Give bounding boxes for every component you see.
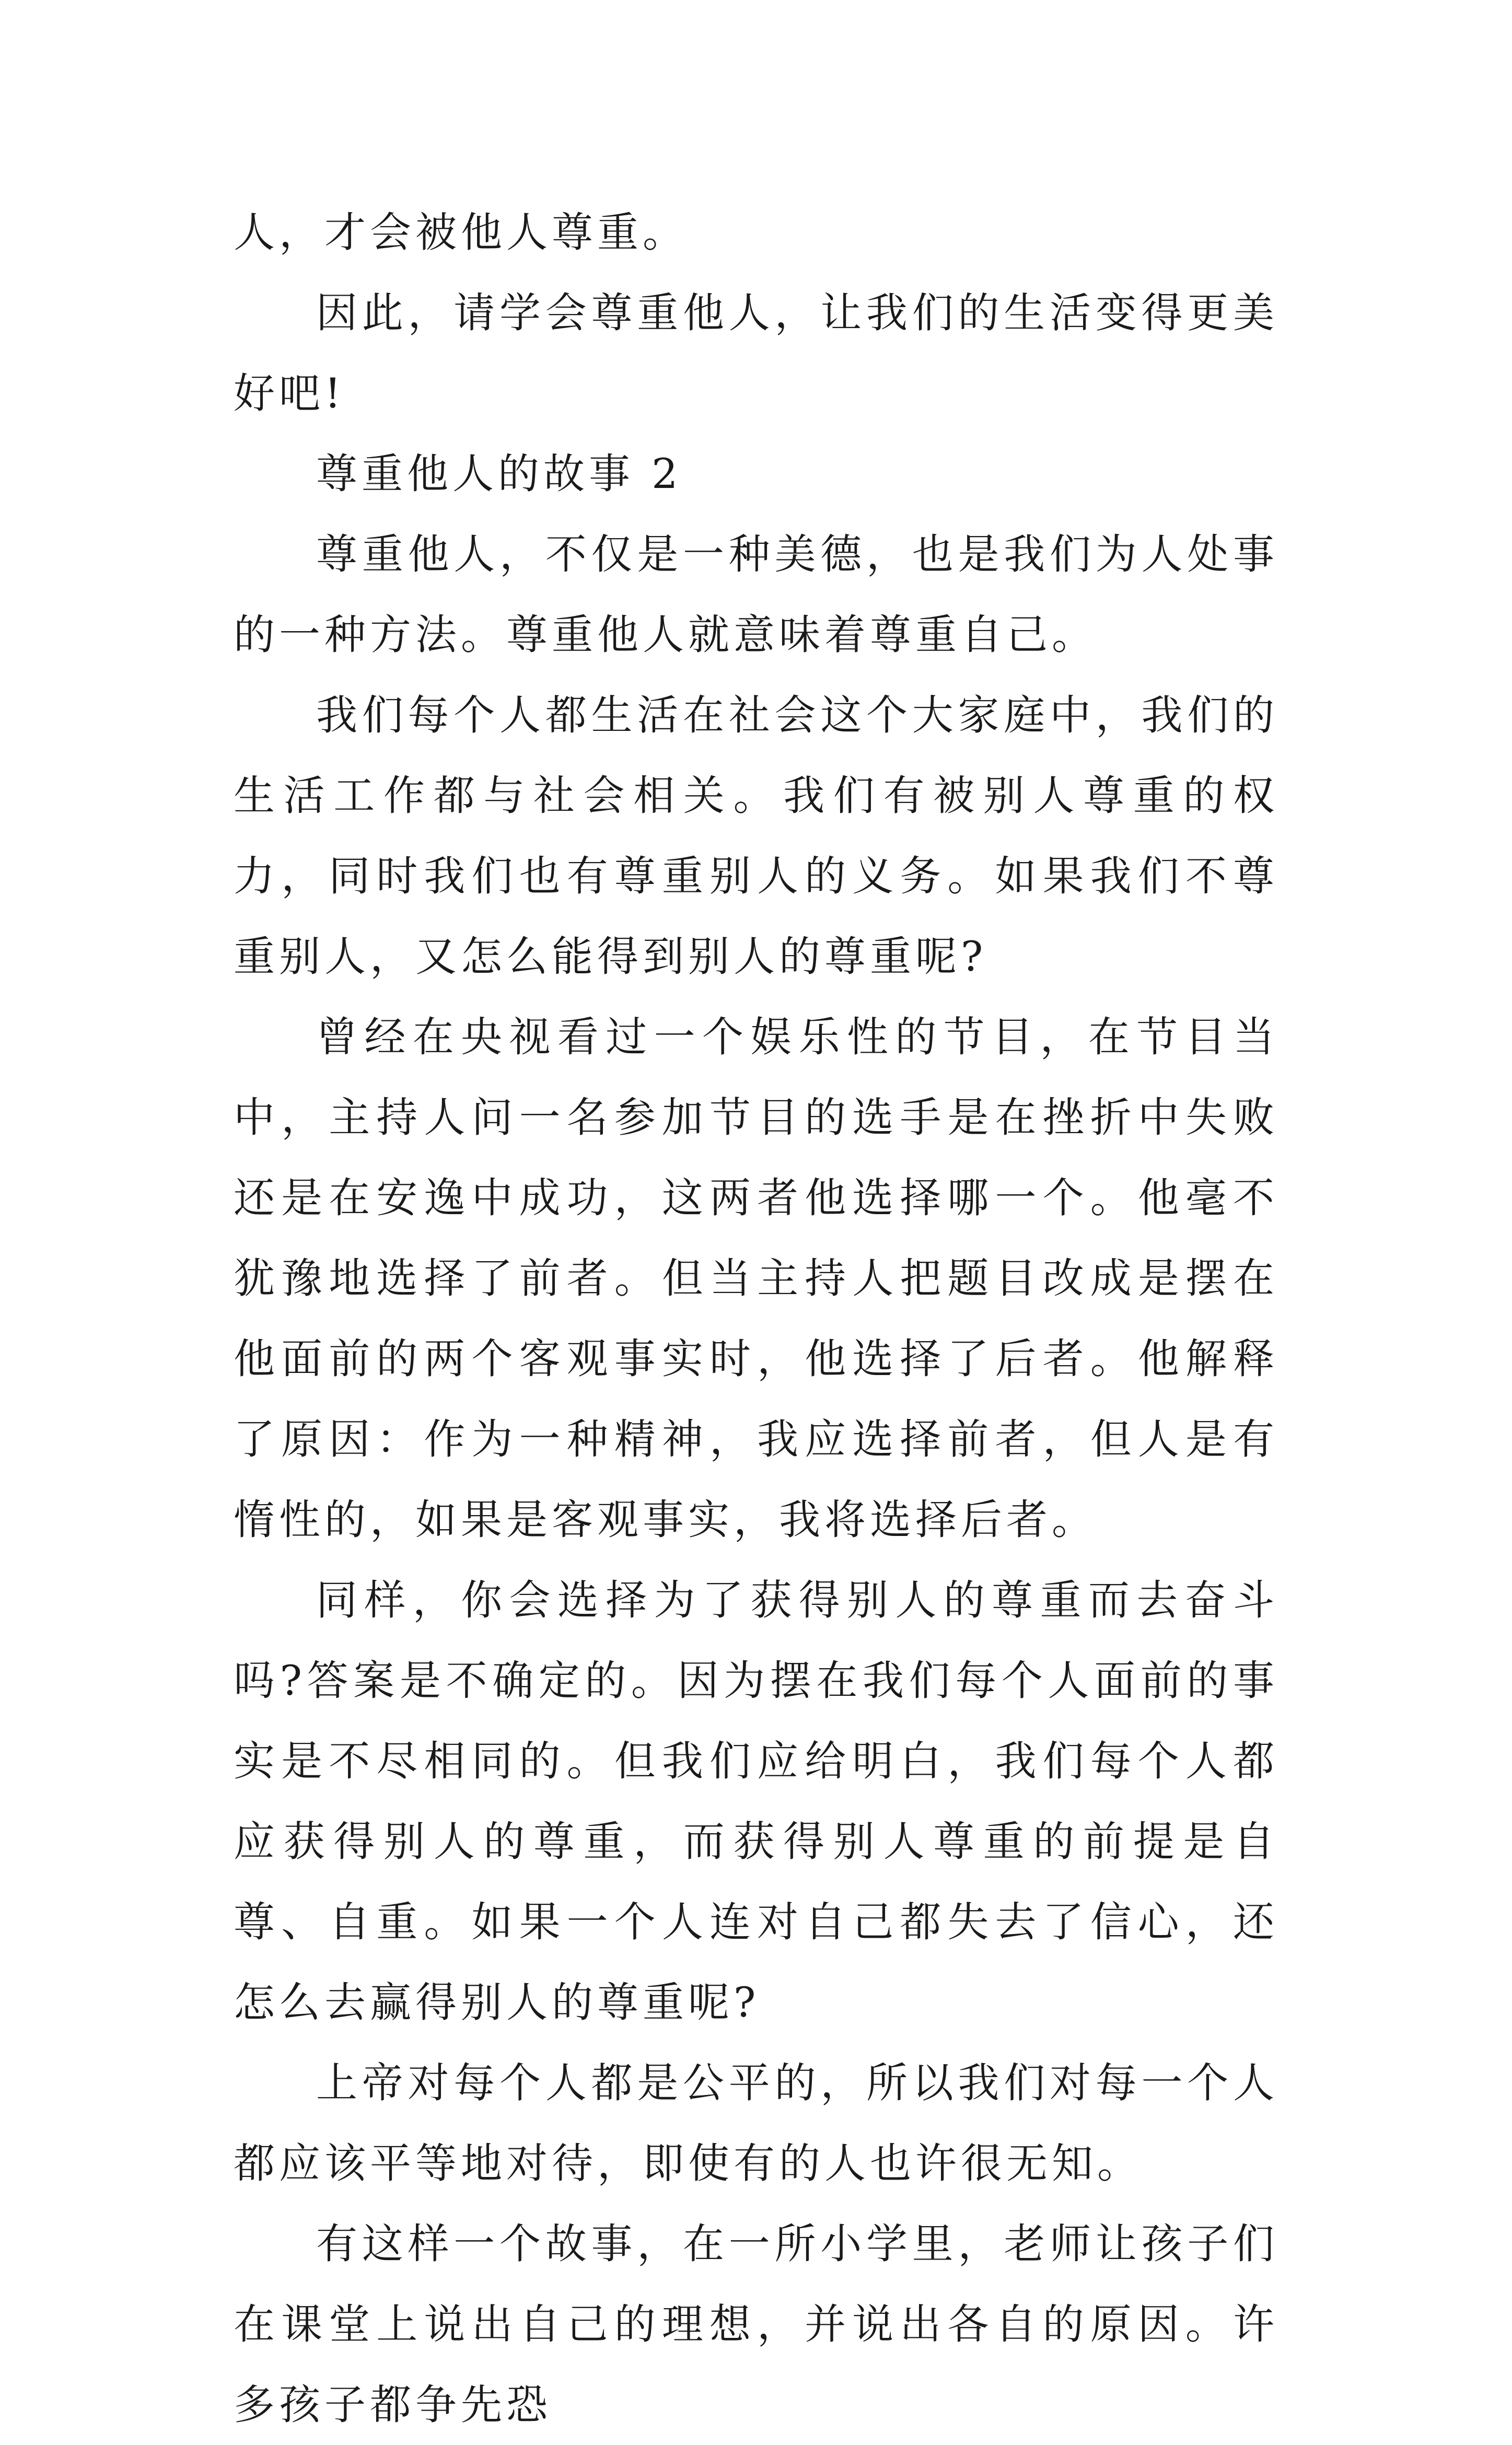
paragraph-conclusion: 因此，请学会尊重他人，让我们的生活变得更美好吧! <box>234 289 1278 417</box>
paragraph: 同样，你会选择为了获得别人的尊重而去奋斗吗?答案是不确定的。因为摆在我们每个人面前的事实是不尽相同的。但我们应给明白，我们每个人都应获得别人的尊重，而获得别人尊重的前提是自尊、自重。如果一个人连对自己都失去了信心，还怎么去赢得别人的尊重呢? <box>234 1576 1278 2027</box>
paragraph: 我们每个人都生活在社会这个大家庭中，我们的生活工作都与社会相关。我们有被别人尊重的权力，同时我们也有尊重别人的义务。如果我们不尊重别人，又怎么能得到别人的尊重呢? <box>234 691 1278 981</box>
paragraph-continuation: 人，才会被他人尊重。 <box>234 208 688 257</box>
paragraph: 尊重他人，不仅是一种美德，也是我们为人处事的一种方法。尊重他人就意味着尊重自己。 <box>234 530 1278 659</box>
paragraph: 有这样一个故事，在一所小学里，老师让孩子们在课堂上说出自己的理想，并说出各自的原因。许多孩子都争先恐 <box>234 2220 1278 2429</box>
paragraph: 曾经在央视看过一个娱乐性的节目，在节目当中，主持人问一名参加节目的选手是在挫折中失败还是在安逸中成功，这两者他选择哪一个。他毫不犹豫地选择了前者。但当主持人把题目改成是摆在他面前的两个客观事实时，他选择了后者。他解释了原因：作为一种精神，我应选择前者，但人是有惰性的，如果是客观事实，我将选择后者。 <box>234 1013 1278 1544</box>
section-heading: 尊重他人的故事 2 <box>316 450 682 498</box>
document-body <box>234 192 1278 2445</box>
paragraph: 上帝对每个人都是公平的，所以我们对每一个人都应该平等地对待，即使有的人也许很无知。 <box>234 2059 1278 2187</box>
